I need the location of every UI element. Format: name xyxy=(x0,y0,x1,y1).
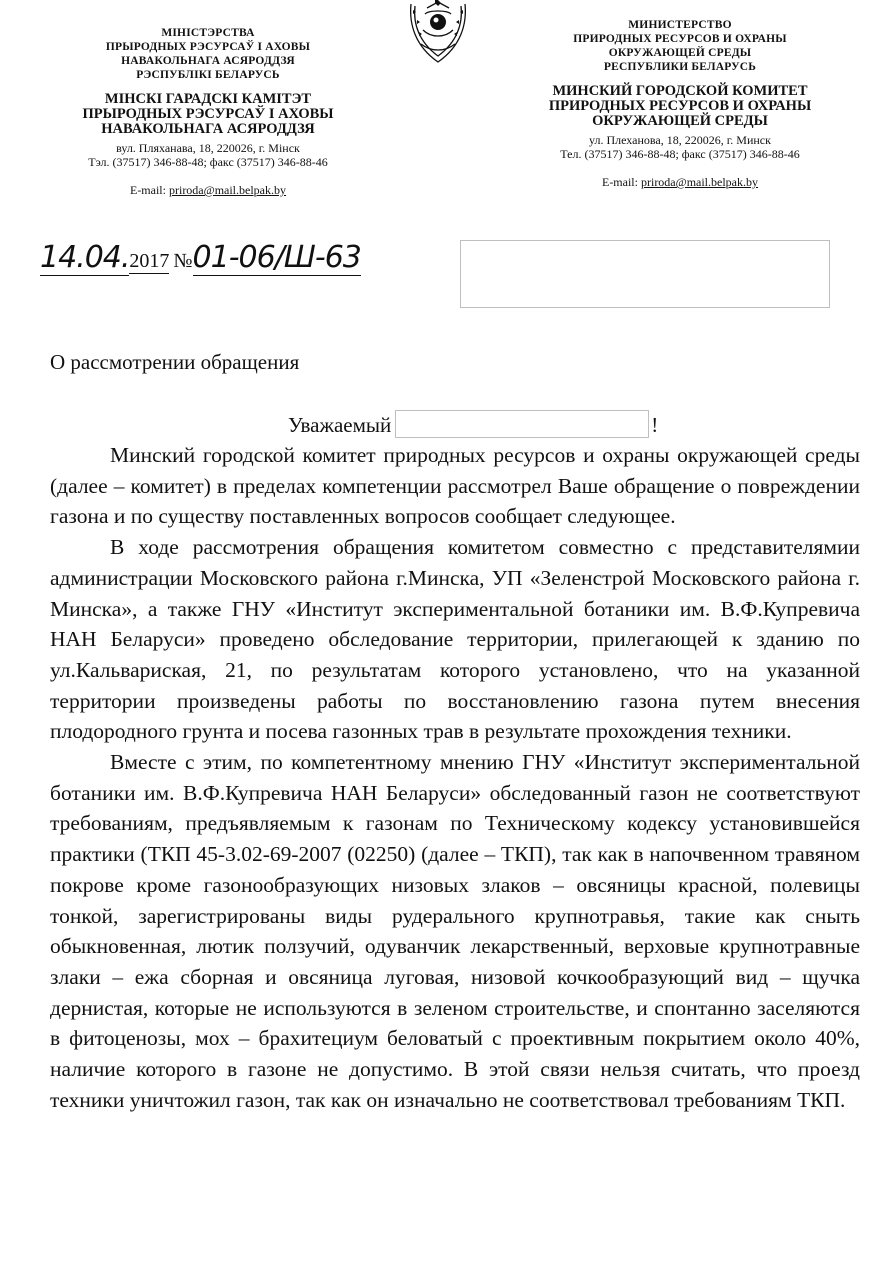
handwritten-date: 14.04. xyxy=(40,240,130,275)
salutation-prefix: Уважаемый xyxy=(288,413,392,437)
recipient-address-redacted xyxy=(460,240,830,308)
address-by: вул. Пляханава, 18, 220026, г. Мінск Тэл. (37517) 346-88-48; факс (37517) 346-88-46 xyxy=(88,141,328,169)
body-paragraph: Вместе с этим, по компетентному мнению ГНУ «Институт экспериментальной ботаники им. В.Ф.Купревича НАН Беларуси» обследованный газон не соответствуют требованиям, предъявляемым к газонам по Техническому кодексу установившейся практики (ТКП 45-3.02-69-2007 (02250) (далее – ТКП), так как в напочвенном травяном покрове кроме газонообразующих низовых злаков – овсяницы красной, полевицы тонкой, зарегистрированы виды рудерального крупнотравья, такие как сныть обыкновенная, лютик ползучий, одуванчик лекарственный, верховые крупнотравные злаки – ежа сборная и овсяница луговая, низовой кочкообразующий вид – щучка дернистая, которые не используются в зеленом строительстве, и спонтанно заселяются в фитоценозы, мох – брахитециум беловатый с проективным покрытием около 40%, наличие которого в газоне не допустимо. В этой связи нельзя считать, что проезд техники уничтожил газон, так как он изначально не соответствовал требованиям ТКП. xyxy=(50,750,860,1112)
document-date-number xyxy=(40,240,400,284)
handwritten-number: 01-06/Ш-63 xyxy=(192,240,361,275)
committee-name-ru: МИНСКИЙ ГОРОДСКОЙ КОМИТЕТ ПРИРОДНЫХ РЕСУРСОВ И ОХРАНЫ ОКРУЖАЮЩЕЙ СРЕДЫ xyxy=(548,83,812,129)
email-link-ru[interactable]: priroda@mail.belpak.by xyxy=(640,175,759,189)
body-paragraph: В ходе рассмотрения обращения комитетом совместно с представителямии администрации Московского района г.Минска, УП «Зеленстрой Московского района г. Минска», а также ГНУ «Институт экспериментальной ботаники им. В.Ф.Купревича НАН Беларуси» проведено обследование территории, прилегающей к зданию по ул.Кальвариская, 21, по результатам которого установлено, что на указанной территории произведены работы по восстановлению газона путем внесения плодородного грунта и посева газонных трав в результате прохождения техники. xyxy=(50,535,860,744)
body-paragraph: Минский городской комитет природных ресурсов и охраны окружающей среды (далее – комитет) в пределах компетенции рассмотрел Ваше обращение о повреждении газона и по существу поставленных вопросов сообщает следующее. xyxy=(50,443,860,529)
ministry-name-by: МІНІСТЭРСТВА ПРЫРОДНЫХ РЭСУРСАЎ І АХОВЫ НАВАКОЛЬНАГА АСЯРОДДЗЯ РЭСПУБЛІКІ БЕЛАРУСЬ xyxy=(105,27,311,81)
salutation xyxy=(288,410,658,438)
email-link-by[interactable]: priroda@mail.belpak.by xyxy=(168,183,287,197)
ministry-name-ru: МИНИСТЕРСТВО ПРИРОДНЫХ РЕСУРСОВ И ОХРАНЫ ОКРУЖАЮЩЕЙ СРЕДЫ РЕСПУБЛИКИ БЕЛАРУСЬ xyxy=(573,19,787,73)
letter-subject: О рассмотрении обращения xyxy=(50,350,300,374)
letter-body xyxy=(50,440,860,1115)
number-sign: № xyxy=(173,250,193,272)
coat-of-arms-icon xyxy=(403,0,473,66)
email-by: E-mail: priroda@mail.belpak.by xyxy=(129,183,287,197)
recipient-name-redacted xyxy=(395,410,649,438)
address-ru: ул. Плеханова, 18, 220026, г. Минск Тел. (37517) 346-88-48; факс (37517) 346-88-46 xyxy=(560,133,800,161)
letterhead-belarusian xyxy=(48,26,368,198)
letterhead-russian xyxy=(500,18,860,190)
document-year: 2017 xyxy=(129,250,170,272)
email-ru: E-mail: priroda@mail.belpak.by xyxy=(601,175,759,189)
committee-name-by: МІНСКІ ГАРАДСКІ КАМІТЭТ ПРЫРОДНЫХ РЭСУРСАЎ І АХОВЫ НАВАКОЛЬНАГА АСЯРОДДЗЯ xyxy=(82,91,334,137)
salutation-suffix: ! xyxy=(651,413,659,437)
